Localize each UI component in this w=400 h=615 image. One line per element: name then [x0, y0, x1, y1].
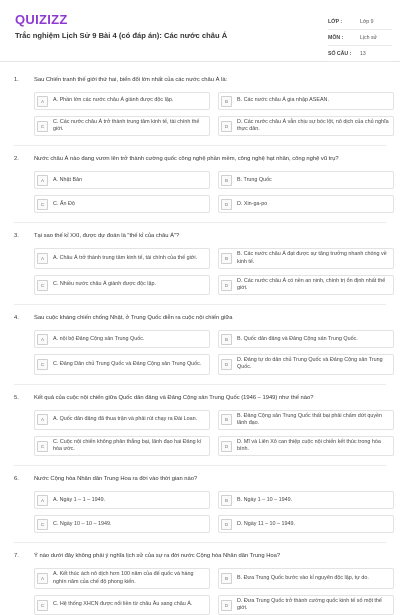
meta-row-grade — [328, 14, 392, 30]
answer-options — [14, 410, 386, 457]
option-text: B. Các nước châu Á gia nhập ASEAN. — [237, 97, 329, 104]
question-prompt: Nước Cộng hòa Nhân dân Trung Hoa ra đời vào thời gian nào? — [34, 476, 198, 483]
option-text: D. Ngày 11 – 10 – 1949. — [237, 520, 296, 527]
question-3 — [0, 232, 400, 295]
option-letter-badge: D — [221, 121, 232, 132]
question-prompt: Nước châu Á nào đang vươn lên trở thành cường quốc công nghệ phần mềm, công nghệ hạt nhân, công nghệ vũ trụ? — [34, 156, 339, 163]
option-letter-badge: B — [221, 495, 232, 506]
option-letter-badge: A — [37, 334, 48, 345]
option-letter-badge: B — [221, 175, 232, 186]
question-divider — [14, 145, 386, 146]
option-text: D. Đưa Trung Quốc trở thành cường quốc kinh tế số một thế giới. — [237, 597, 382, 612]
option-letter-badge: B — [221, 334, 232, 345]
answer-option-d[interactable] — [218, 275, 394, 295]
question-text — [14, 394, 386, 403]
option-text: D. Đảng tự do dân chủ Trung Quốc và Đảng Cộng sản Trung Quốc. — [237, 357, 383, 371]
option-letter-badge: B — [221, 414, 232, 425]
option-text: B. Đưa Trung Quốc bước vào kỉ nguyên độc lập, tự do. — [237, 575, 369, 582]
answer-option-c[interactable] — [34, 515, 210, 533]
answer-option-a[interactable] — [34, 92, 210, 110]
option-text: C. Các nước châu Á trở thành trung tâm kinh tế, tài chính thế giới. — [53, 119, 200, 133]
answer-option-d[interactable] — [218, 595, 394, 615]
option-text: C. Hệ thống XHCN được nối liền từ châu Âu sang châu Á. — [53, 601, 193, 608]
answer-option-d[interactable] — [218, 515, 394, 533]
option-text: D. Các nước châu Á có nền an ninh, chính trị ổn định nhất thế giới. — [237, 277, 386, 292]
option-letter-badge: D — [221, 519, 232, 530]
option-text: B. Các nước châu Á đạt được sự tăng trưởng nhanh chóng về kinh tế. — [237, 251, 387, 265]
meta-value: Lớp 9 — [360, 18, 374, 25]
question-text — [14, 232, 386, 241]
answer-options — [14, 248, 386, 295]
meta-label: LỚP : — [328, 18, 343, 25]
answer-option-b[interactable] — [218, 248, 394, 268]
question-text — [14, 76, 386, 85]
answer-options — [14, 171, 386, 213]
option-text: A. nội bộ Đảng Cộng sản Trung Quốc. — [53, 335, 145, 342]
option-letter-badge: C — [37, 441, 48, 452]
option-letter-badge: A — [37, 96, 48, 107]
answer-options — [14, 330, 386, 374]
question-divider — [14, 465, 386, 466]
option-letter-badge: D — [221, 199, 232, 210]
option-letter-badge: B — [221, 96, 232, 107]
option-letter-badge: C — [37, 121, 48, 132]
option-text: D. Xin-ga-po — [237, 200, 268, 207]
answer-option-b[interactable] — [218, 171, 394, 189]
meta-row-subject — [328, 30, 392, 46]
question-prompt: Ý nào dưới đây không phải ý nghĩa lịch sử của sự ra đời nước Cộng hòa Nhân dân Trung Hoa? — [34, 553, 281, 560]
question-number: 2. — [14, 156, 19, 163]
option-letter-badge: A — [37, 495, 48, 506]
answer-option-d[interactable] — [218, 116, 394, 136]
option-letter-badge: D — [221, 359, 232, 370]
answer-option-a[interactable] — [34, 171, 210, 189]
question-4 — [0, 314, 400, 374]
option-text: A. Nhật Bản — [53, 176, 83, 183]
question-number: 5. — [14, 394, 19, 401]
option-text: A. Châu Á trở thành trung tâm kinh tế, tài chính của thế giới. — [53, 255, 198, 261]
question-prompt: Sau Chiến tranh thế giới thứ hai, biến đổi lớn nhất của các nước châu Á là: — [34, 77, 228, 83]
question-divider — [14, 222, 386, 223]
option-letter-badge: D — [221, 441, 232, 452]
question-text — [14, 314, 386, 323]
page-title: Trắc nghiệm Lịch Sử 9 Bài 4 (có đáp án): Các nước châu Á — [15, 31, 228, 40]
answer-options — [14, 491, 386, 533]
option-text: D. Mĩ và Liên Xô can thiệp cuộc nội chiến kết thúc trong hòa bình. — [237, 439, 381, 453]
question-prompt: Kết quả của cuộc nội chiến giữa Quốc dân đảng và Đảng Cộng sản Trung Quốc (1946 – 1949) như thế nào? — [34, 394, 314, 401]
answer-option-b[interactable] — [218, 92, 394, 110]
quizizz-logo[interactable]: QUIZIZZ — [15, 12, 68, 27]
option-text: A. Quốc dân đảng đã thua trận và phải rút chạy ra Đài Loan. — [53, 416, 198, 423]
answer-option-b[interactable] — [218, 568, 394, 588]
answer-option-b[interactable] — [218, 491, 394, 509]
option-letter-badge: C — [37, 359, 48, 370]
question-text — [14, 552, 386, 561]
option-text: A. Phần lớn các nước châu Á giành được độc lập. — [53, 97, 174, 104]
question-2 — [0, 155, 400, 213]
option-letter-badge: B — [221, 573, 232, 584]
option-letter-badge: C — [37, 519, 48, 530]
question-6 — [0, 475, 400, 533]
question-1 — [0, 76, 400, 136]
answer-option-c[interactable] — [34, 195, 210, 213]
question-list — [0, 76, 400, 615]
question-number: 1. — [14, 77, 19, 83]
answer-option-a[interactable] — [34, 491, 210, 509]
question-prompt: Tại sao thế kỉ XXI, được dự đoán là "thế kỉ của châu Á"? — [34, 233, 180, 240]
question-prompt: Sau cuộc kháng chiến chống Nhật, ở Trung Quốc diễn ra cuộc nội chiến giữa — [34, 315, 233, 322]
meta-label: MÔN : — [328, 34, 344, 41]
option-text: C. Đảng Dân chủ Trung Quốc và Đảng Cộng sản Trung Quốc. — [53, 360, 202, 367]
answer-option-b[interactable] — [218, 330, 394, 348]
answer-option-d[interactable] — [218, 436, 394, 456]
option-text: B. Quốc dân đảng và Đảng Cộng sản Trung Quốc. — [237, 335, 358, 342]
answer-option-c[interactable] — [34, 595, 210, 615]
question-number: 7. — [14, 553, 19, 560]
answer-option-c[interactable] — [34, 354, 210, 374]
question-5 — [0, 394, 400, 457]
answer-option-a[interactable] — [34, 568, 210, 588]
option-letter-badge: A — [37, 253, 48, 264]
answer-options — [14, 92, 389, 136]
answer-option-a[interactable] — [34, 248, 210, 268]
answer-option-a[interactable] — [34, 330, 210, 348]
answer-option-a[interactable] — [34, 410, 210, 430]
option-letter-badge: C — [37, 600, 48, 611]
answer-options — [14, 568, 386, 615]
answer-option-d[interactable] — [218, 195, 394, 213]
option-letter-badge: B — [221, 253, 232, 264]
option-letter-badge: D — [221, 600, 232, 611]
question-divider — [14, 304, 386, 305]
option-text: D. Các nước châu Á vẫn chịu sự bóc lột, nô dịch của chủ nghĩa thực dân. — [237, 119, 389, 133]
question-number: 4. — [14, 315, 19, 322]
option-text: B. Đảng Cộng sản Trung Quốc thất bại phải chấm dứt quyền lãnh đạo. — [237, 412, 383, 426]
meta-label: SỐ CÂU : — [328, 50, 352, 57]
option-text: B. Ngày 1 – 10 – 1949. — [237, 496, 293, 503]
answer-option-c[interactable] — [34, 275, 210, 295]
answer-option-c[interactable] — [34, 436, 210, 456]
option-text: C. Cuộc nội chiến không phân thắng bại, lãnh đạo hai Đảng kí hòa ước. — [53, 439, 202, 453]
option-text: A. Ngày 1 – 1 – 1949. — [53, 496, 106, 503]
question-number: 3. — [14, 233, 19, 240]
option-letter-badge: A — [37, 414, 48, 425]
quiz-header — [0, 0, 400, 62]
answer-option-b[interactable] — [218, 410, 394, 430]
option-letter-badge: C — [37, 199, 48, 210]
option-text: C. Nhiều nước châu Á giành được độc lập. — [53, 281, 156, 288]
question-7 — [0, 552, 400, 615]
question-divider — [14, 384, 386, 385]
option-text: A. Kết thúc ách nô dịch hơn 100 năm của đế quốc và hàng nghìn năm của chế độ phong kiến. — [53, 571, 194, 585]
meta-value: 13 — [360, 50, 366, 57]
option-text: B. Trung Quốc — [237, 176, 272, 183]
option-text: C. Ngày 10 – 10 – 1949. — [53, 520, 112, 527]
option-letter-badge: D — [221, 280, 232, 291]
question-divider — [14, 542, 386, 543]
option-letter-badge: A — [37, 175, 48, 186]
question-number: 6. — [14, 476, 19, 483]
quiz-meta — [328, 14, 392, 62]
answer-option-d[interactable] — [218, 354, 394, 374]
option-letter-badge: A — [37, 573, 48, 584]
question-text — [14, 155, 386, 164]
option-text: C. Ấn Độ — [53, 200, 75, 207]
meta-row-question-count — [328, 46, 392, 62]
answer-option-c[interactable] — [34, 116, 210, 136]
question-text — [14, 475, 386, 484]
meta-value: Lịch sử — [360, 34, 378, 41]
option-letter-badge: C — [37, 280, 48, 291]
